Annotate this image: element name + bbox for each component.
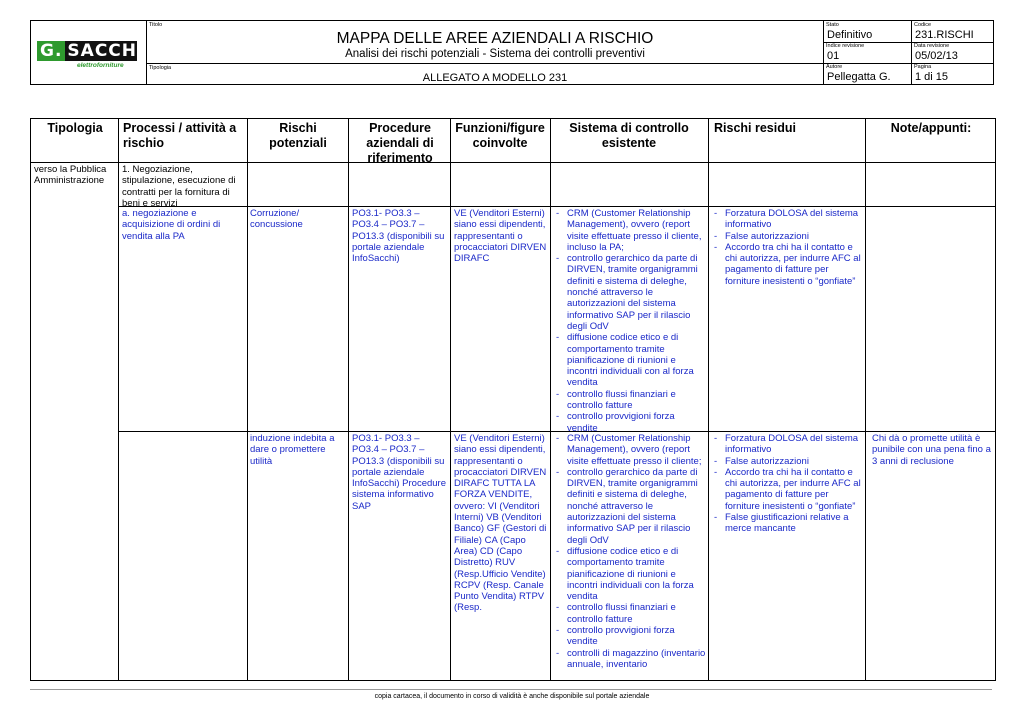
rischi-cell: induzione indebita a dare o promettere utilità xyxy=(250,433,335,467)
column-divider xyxy=(348,119,349,680)
document-subtitle: Analisi dei rischi potenziali - Sistema dei controlli preventivi xyxy=(345,48,645,60)
column-divider xyxy=(550,119,551,680)
list-item: - controllo flussi finanziari e controllo fatture xyxy=(554,389,706,412)
header-residui: Rischi residui xyxy=(714,121,796,135)
tipologia-value: ALLEGATO A MODELLO 231 xyxy=(422,72,568,84)
controllo-cell xyxy=(554,208,706,434)
row-divider xyxy=(31,162,995,163)
data-value: 05/02/13 xyxy=(915,50,958,62)
divider xyxy=(146,63,993,64)
risk-table xyxy=(30,118,996,681)
list-item: - Forzatura DOLOSA del sistema informativo xyxy=(712,208,862,231)
pagina-value: 1 di 15 xyxy=(915,71,949,83)
header-controllo: Sistema di controllo esistente xyxy=(569,121,689,150)
codice-label: Codice xyxy=(914,22,932,28)
column-divider xyxy=(247,119,248,680)
list-item: - Accordo tra chi ha il contatto e chi autorizza, per indurre AFC al pagamento di fatture per forniture inesistenti o “gonfiate” xyxy=(712,242,862,287)
funzioni-cell: VE (Venditori Esterni) siano essi dipendenti, rappresentanti o procacciatori DIRVEN DIRAFC TUTTA LA FORZA VENDITE, ovvero: VI (Venditori Interni) VB (Venditori Banco) GF (Gestori di Filiale) CA (Capo Area) CD (Capo Distretto) RUV (Resp.Ufficio Vendite) RCPV (Resp. Canale Punto Vendita) RTPV (Resp. xyxy=(454,433,547,614)
divider xyxy=(911,21,912,84)
controllo-cell xyxy=(554,433,706,670)
header-funzioni: Funzioni/figure coinvolte xyxy=(455,121,545,150)
divider xyxy=(146,21,147,84)
list-item: - CRM (Customer Relationship Management), ovvero (report visite effettuate presso il cliente; xyxy=(554,433,706,467)
codice-value: 231.RISCHI xyxy=(915,29,974,41)
list-item: - controllo provvigioni forza vendite xyxy=(554,625,706,648)
list-item: - controllo provvigioni forza vendite xyxy=(554,411,706,434)
tipologia-label: Tipologia xyxy=(149,65,172,71)
list-item: - False autorizzazioni xyxy=(712,231,862,242)
header-tipologia: Tipologia xyxy=(47,121,103,135)
footer-divider xyxy=(30,689,992,690)
list-item: - Accordo tra chi ha il contatto e chi autorizza, per indurre AFC al pagamento di fatture per forniture inesistenti o “gonfiate” xyxy=(712,467,862,512)
header-processi: Processi / attività a rischio xyxy=(123,121,237,150)
residui-cell xyxy=(712,208,862,287)
list-item: - diffusione codice etico e di comportamento tramite pianificazione di riunioni e incontri individuali con la forza vendita xyxy=(554,546,706,602)
column-divider xyxy=(708,119,709,680)
document-header xyxy=(30,20,994,85)
procedure-cell: PO3.1- PO3.3 – PO3.4 – PO3.7 – PO13.3 (disponibili su portale aziendale InfoSacchi) Procedure sistema informativo SAP xyxy=(352,433,446,512)
processo-cell: 1. Negoziazione, stipulazione, esecuzione di contratti per la fornitura di beni e servizi xyxy=(122,164,236,209)
list-item: - controlli di magazzino (inventario annuale, inventario xyxy=(554,648,706,671)
list-item: - controllo gerarchico da parte di DIRVEN, tramite organigrammi definiti e sistema di deleghe, nonché attraverso le autorizzazioni del sistema informativo SAP per il rilascio degli OdV xyxy=(554,253,706,332)
list-item: - controllo gerarchico da parte di DIRVEN, tramite organigrammi definiti e sistema di deleghe, nonché attraverso le autorizzazioni del sistema informativo SAP per il rilascio degli OdV xyxy=(554,467,706,546)
autore-value: Pellegatta G. xyxy=(827,71,891,83)
pagina-label: Pagina xyxy=(914,64,932,70)
funzioni-cell: VE (Venditori Esterni) siano essi dipendenti, rappresentanti o procacciatori DIRVEN DIRAFC xyxy=(454,208,547,265)
header-rischi: Rischi potenziali xyxy=(269,121,327,150)
processo-subitem: a. negoziazione e acquisizione di ordini di vendita alla PA xyxy=(122,208,221,242)
rischi-cell: Corruzione/ concussione xyxy=(250,208,303,231)
stato-label: Stato xyxy=(826,22,839,28)
list-item: - False giustificazioni relative a merce mancante xyxy=(712,512,862,535)
note-cell: Chi dà o promette utilità è punibile con una pena fino a 3 anni di reclusione xyxy=(872,433,991,467)
document-title: MAPPA DELLE AREE AZIENDALI A RISCHIO xyxy=(336,30,654,47)
list-item: - False autorizzazioni xyxy=(712,456,862,467)
data-label: Data revisione xyxy=(914,43,950,49)
indice-value: 01 xyxy=(827,50,840,62)
list-item: - Forzatura DOLOSA del sistema informativo xyxy=(712,433,862,456)
page-footer: copia cartacea, il documento in corso di validità è anche disponibile sul portale aziendale xyxy=(374,693,650,700)
column-divider xyxy=(450,119,451,680)
list-item: - diffusione codice etico e di comportamento tramite pianificazione di riunioni e incontri individuali con al forza vendita xyxy=(554,332,706,388)
company-logo: G. SACCHI elettroforniture xyxy=(37,41,145,69)
residui-cell xyxy=(712,433,862,535)
stato-value: Definitivo xyxy=(827,29,873,41)
tipologia-cell: verso la Pubblica Amministrazione xyxy=(34,164,107,187)
autore-label: Autore xyxy=(826,64,843,70)
row-divider xyxy=(119,206,995,207)
titolo-label: Titolo xyxy=(149,22,163,28)
list-item: - controllo flussi finanziari e controllo fatture xyxy=(554,602,706,625)
header-procedure: Procedure aziendali di riferimento xyxy=(366,121,434,165)
header-note: Note/appunti: xyxy=(890,121,972,135)
list-item: - CRM (Customer Relationship Management), ovvero (report visite effettuate presso il cliente, incluso la PA; xyxy=(554,208,706,253)
procedure-cell: PO3.1- PO3.3 – PO3.4 – PO3.7 – PO13.3 (disponibili su portale aziendale InfoSacchi) xyxy=(352,208,445,265)
column-divider xyxy=(118,119,119,680)
indice-label: Indice revisione xyxy=(826,43,865,49)
column-divider xyxy=(865,119,866,680)
